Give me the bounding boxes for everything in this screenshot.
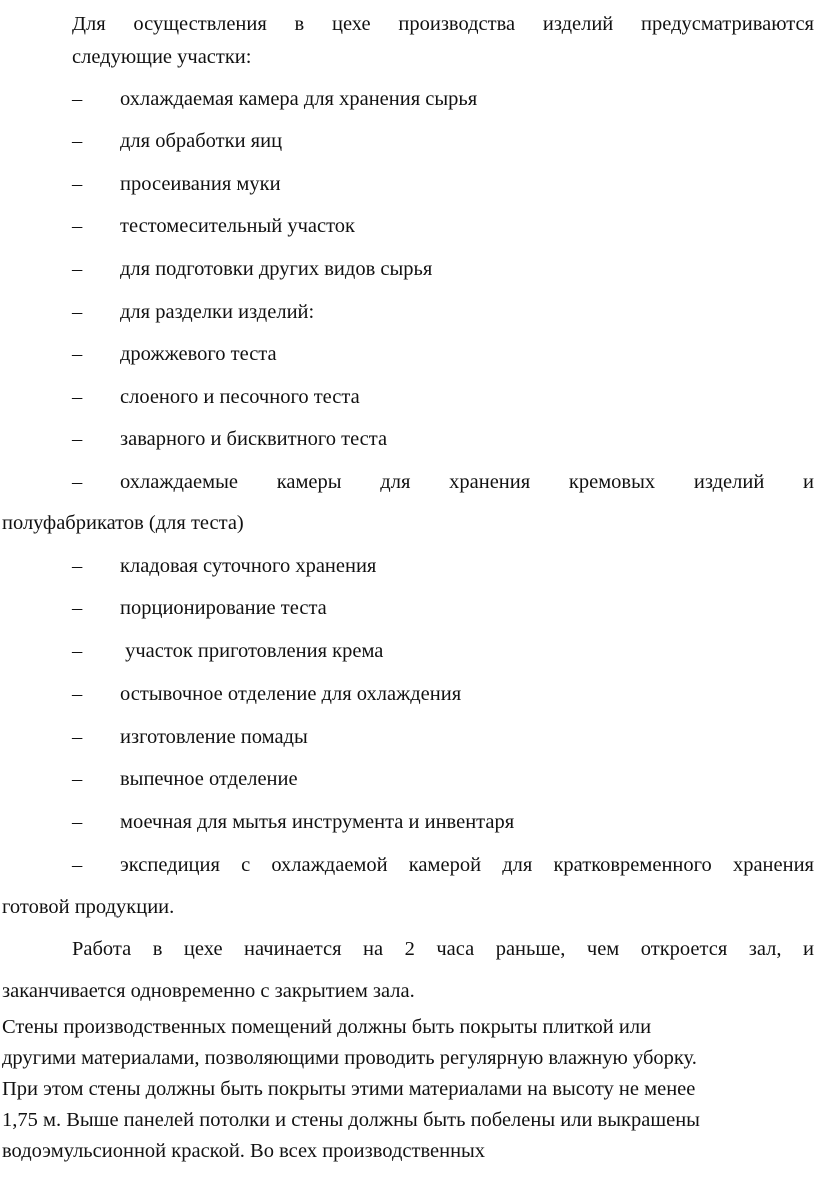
list-item: порционирование теста [120, 597, 327, 619]
list-item: дрожжевого теста [120, 343, 277, 365]
walls-line: 1,75 м. Выше панелей потолки и стены должны быть побелены или выкрашены [2, 1109, 700, 1131]
list-dash: – [72, 683, 83, 705]
list-item: для подготовки других видов сырья [120, 258, 433, 280]
walls-line: другими материалами, позволяющими проводить регулярную влажную уборку. [2, 1047, 697, 1069]
list-item: для разделки изделий: [120, 301, 315, 323]
list-dash: – [72, 640, 83, 662]
list-item: тестомесительный участок [120, 215, 355, 237]
list-item-expedition-line-2: готовой продукции. [2, 896, 175, 918]
walls-paragraph [2, 1012, 814, 1167]
walls-line: Стены производственных помещений должны быть покрыты плиткой или [2, 1016, 652, 1038]
list-item-chilled-line-1: охлаждаемые камеры для хранения кремовых изделий и [120, 471, 814, 493]
list-dash: – [72, 471, 83, 493]
walls-line: При этом стены должны быть покрыты этими материалами на высоту не менее [2, 1078, 696, 1100]
list-item-expedition-line-1: экспедиция с охлаждаемой камерой для кратковременного хранения [120, 854, 814, 876]
list-item: охлаждаемая камера для хранения сырья [120, 88, 478, 110]
list-dash: – [72, 428, 83, 450]
list-item: слоеного и песочного теста [120, 386, 360, 408]
list-dash: – [72, 343, 83, 365]
list-item: для обработки яиц [120, 130, 283, 152]
list-dash: – [72, 768, 83, 790]
list-dash: – [72, 258, 83, 280]
work-paragraph-line-1: Работа в цехе начинается на 2 часа раньше, чем откроется зал, и [72, 938, 814, 960]
list-dash: – [72, 555, 83, 577]
list-dash: – [72, 854, 83, 876]
intro-line-1: Для осуществления в цехе производства изделий предусматриваются [72, 13, 814, 35]
list-item: изготовление помады [120, 726, 308, 748]
list-item: моечная для мытья инструмента и инвентаря [120, 811, 515, 833]
list-dash: – [72, 597, 83, 619]
list-item: кладовая суточного хранения [120, 555, 377, 577]
list-dash: – [72, 215, 83, 237]
work-paragraph-line-2: заканчивается одновременно с закрытием зала. [2, 980, 415, 1002]
intro-line-2: следующие участки: [72, 46, 252, 68]
list-item: выпечное отделение [120, 768, 298, 790]
list-item: остывочное отделение для охлаждения [120, 683, 462, 705]
list-dash: – [72, 811, 83, 833]
list-dash: – [72, 130, 83, 152]
list-dash: – [72, 301, 83, 323]
list-dash: – [72, 173, 83, 195]
list-item-chilled-line-2: полуфабрикатов (для теста) [2, 512, 244, 534]
walls-line: водоэмульсионной краской. Во всех производственных [2, 1140, 486, 1162]
list-item: просеивания муки [120, 173, 281, 195]
list-item: заварного и бисквитного теста [120, 428, 388, 450]
list-dash: – [72, 88, 83, 110]
list-dash: – [72, 726, 83, 748]
list-dash: – [72, 386, 83, 408]
list-item: участок приготовления крема [120, 640, 384, 662]
